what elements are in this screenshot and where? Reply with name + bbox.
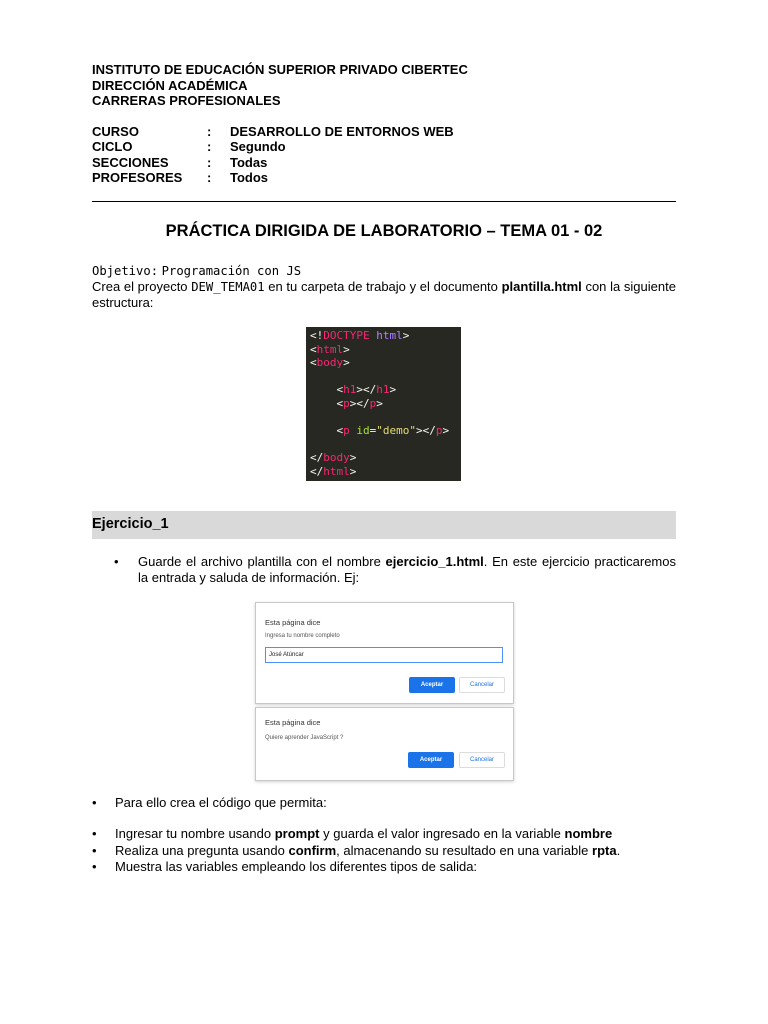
requirements-list	[92, 826, 676, 876]
keyword: rpta	[592, 842, 617, 858]
cancel-button[interactable]: Cancelar	[459, 677, 505, 693]
page-title: PRÁCTICA DIRIGIDA DE LABORATORIO – TEMA 01 - 02	[165, 222, 603, 240]
objective-line	[92, 263, 301, 278]
intro-text: con la siguiente estructura:	[92, 279, 676, 310]
project-name: DEW_TEMA01	[191, 280, 265, 294]
dialog-message: Quiere aprender JavaScript ?	[265, 735, 344, 741]
section-title: Ejercicio_1	[92, 516, 169, 532]
info-colon: :	[207, 139, 212, 155]
list-item: • Muestra las variables empleando los diferentes tipos de salida:	[92, 859, 676, 876]
code-snippet: <!DOCTYPE html> <html> <body> <h1></h1> <p></p> <p id="demo"></p> </body> </html>	[306, 327, 461, 481]
accept-button[interactable]: Aceptar	[408, 752, 454, 768]
confirm-dialog	[255, 707, 514, 781]
keyword: confirm	[288, 842, 337, 858]
intro-text: Crea el proyecto	[92, 279, 188, 294]
list-item: • Para ello crea el código que permita:	[92, 795, 676, 812]
info-label: CURSO	[92, 124, 139, 139]
accept-button[interactable]: Aceptar	[409, 677, 455, 693]
list-item: • Realiza una pregunta usando confirm, almacenando su resultado en una variable rpta.	[92, 843, 676, 860]
info-value: DESARROLLO DE ENTORNOS WEB	[230, 124, 454, 139]
keyword: prompt	[274, 826, 320, 841]
cancel-button[interactable]: Cancelar	[459, 752, 505, 768]
info-label: CICLO	[92, 139, 133, 155]
info-colon: :	[207, 124, 212, 139]
careers-line: CARRERAS PROFESIONALES	[92, 93, 281, 108]
dialog-title: Esta página dice	[265, 618, 321, 627]
objective-label: Objetivo:	[92, 264, 159, 278]
intro-text: en tu carpeta de trabajo y el documento	[268, 279, 498, 294]
institution-header	[92, 62, 468, 109]
header-divider	[92, 201, 676, 202]
exercise-bullet-list	[92, 554, 676, 586]
list-item: • Ingresar tu nombre usando prompt y guarda el valor ingresado en la variable nombre	[92, 826, 676, 843]
prompt-dialog	[255, 602, 514, 704]
dialog-title: Esta página dice	[265, 718, 321, 727]
keyword: nombre	[564, 826, 613, 841]
instructions-list	[92, 795, 676, 812]
objective-text: Programación con JS	[161, 264, 302, 278]
exercise-filename: ejercicio_1.html	[385, 554, 484, 569]
info-colon: :	[207, 154, 212, 170]
info-label: PROFESORES	[92, 169, 183, 185]
institute-name: INSTITUTO DE EDUCACIÓN SUPERIOR PRIVADO CIBERTEC	[92, 62, 468, 77]
template-filename: plantilla.html	[501, 279, 582, 294]
list-item: • Guarde el archivo plantilla con el nombre ejercicio_1.html. En este ejercicio practicaremos la entrada y saluda de información. Ej:	[92, 554, 676, 586]
info-colon: :	[207, 169, 212, 185]
academic-direction: DIRECCIÓN ACADÉMICA	[92, 77, 248, 93]
dialog-message: Ingresa tu nombre completo	[265, 633, 340, 639]
intro-paragraph	[92, 279, 676, 311]
exercise-section-header	[92, 511, 676, 539]
name-input[interactable]: José Atúncar	[265, 647, 503, 663]
info-value: Todos	[230, 169, 269, 185]
info-value: Segundo	[230, 139, 286, 155]
info-value: Todas	[230, 154, 268, 170]
info-label: SECCIONES	[92, 154, 169, 170]
